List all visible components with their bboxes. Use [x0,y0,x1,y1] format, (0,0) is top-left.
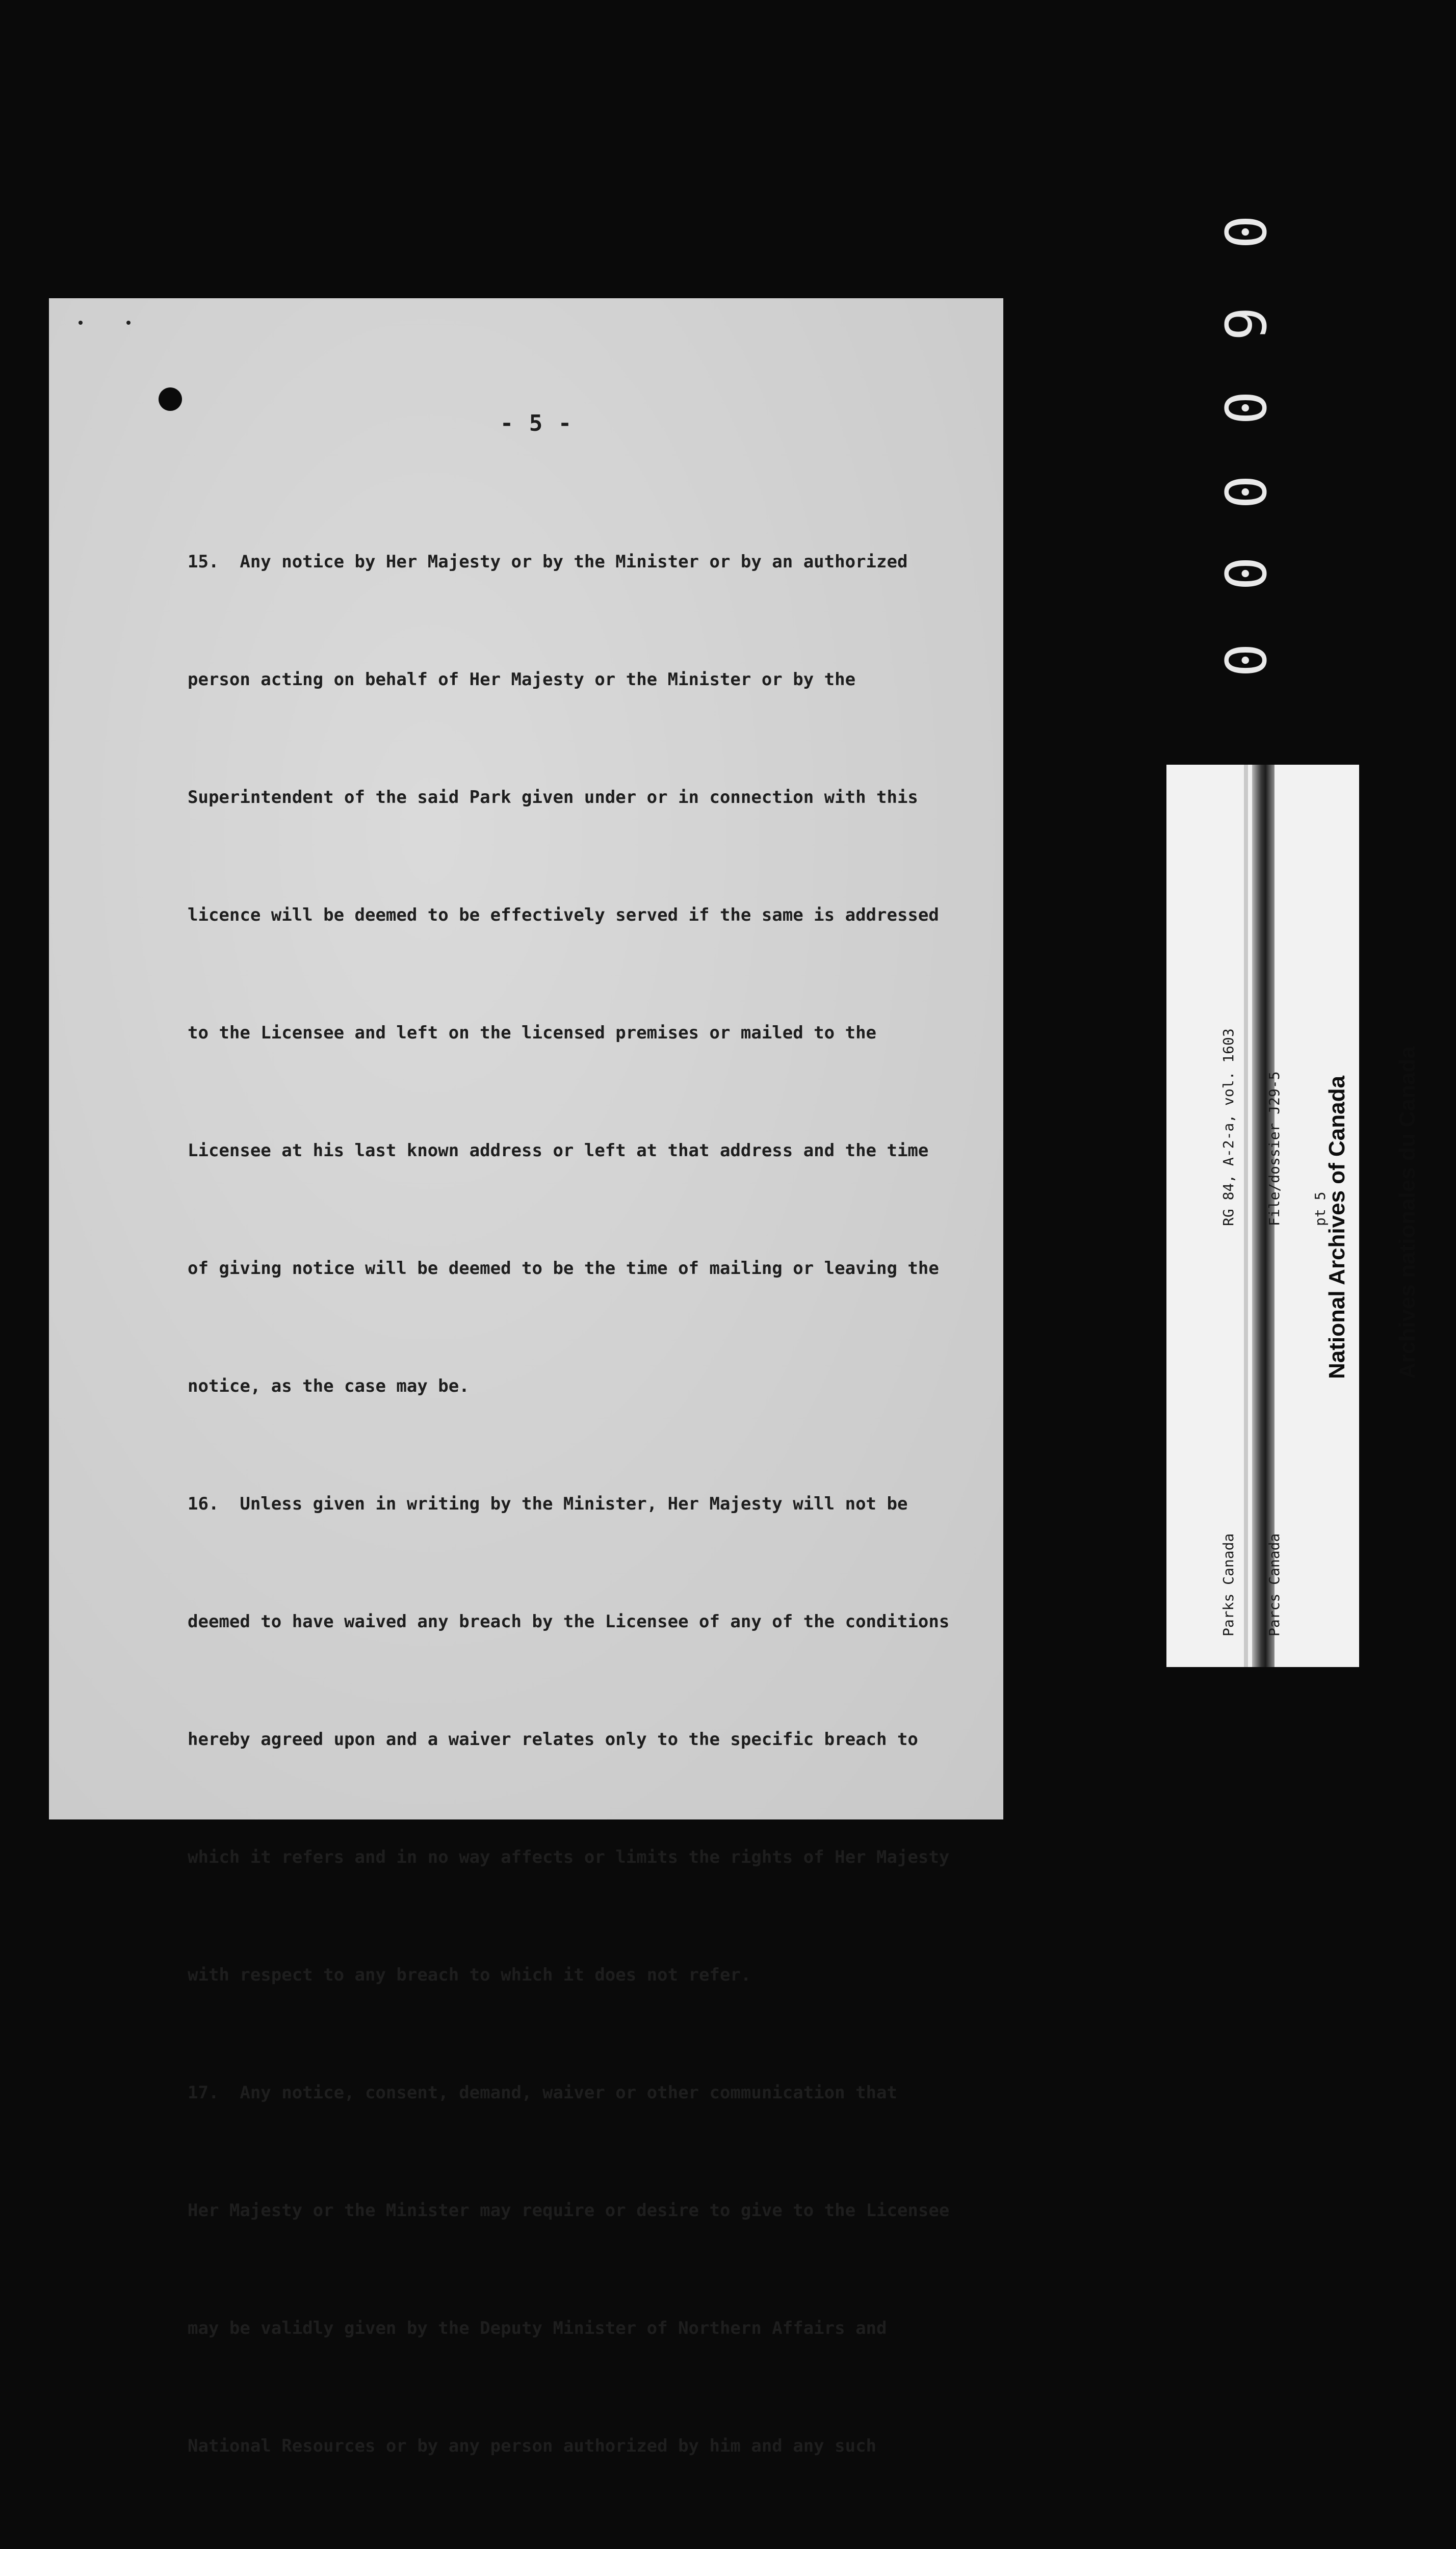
reference-line: pt 5 [1312,1191,1329,1226]
agency-label [1190,1533,1297,1636]
page-number: - 5 - [500,410,573,436]
text-line: may be validly given by the Deputy Minister of Northern Affairs and [188,2318,887,2338]
text-line: of giving notice will be deemed to be the time of mailing or leaving the [188,1258,939,1279]
text-line: licence will be deemed to be effectively served if the same is addressed [188,905,939,925]
text-line: with respect to any breach to which it does not refer. [188,1965,751,1985]
text-line: 17. Any notice, consent, demand, waiver or other communication that [188,2083,897,2103]
frame-digit: 0 [1214,215,1279,249]
text-line: 16. Unless given in writing by the Minister, Her Majesty will not be [188,1494,908,1514]
typed-body-text [188,464,975,2549]
document-page [49,298,1003,2456]
speck [126,321,131,325]
text-line [188,2544,975,2549]
frame-digit: 0 [1214,556,1279,591]
text-line: hereby agreed upon and a waiver relates only to the specific breach to [188,1729,918,1750]
text-line: to the Licensee and left on the licensed premises or mailed to the [188,1023,877,1043]
institution-line: Archives nationales du Canada [1395,1046,1420,1379]
agency-line: Parcs Canada [1266,1533,1283,1636]
text-line: person acting on behalf of Her Majesty or the Minister or by the [188,669,856,690]
speck [79,321,83,325]
frame-digit: 0 [1214,391,1279,425]
frame-digit: 0 [1214,643,1279,678]
text-line: which it refers and in no way affects or limits the rights of Her Majesty [188,1847,950,1867]
institution-line: National Archives of Canada [1324,1076,1349,1379]
text-line: deemed to have waived any breach by the Licensee of any of the conditions [188,1611,950,1632]
frame-digit: 0 [1214,475,1279,509]
institution-label [1279,1046,1443,1379]
agency-line: Parks Canada [1220,1533,1237,1636]
reference-line: File/dossier J29-5 [1266,1071,1283,1226]
text-line: notice, as the case may be. [188,1376,470,1396]
punch-hole [159,387,182,411]
frame-number [1214,204,1279,688]
frame-digit: 9 [1214,306,1279,341]
text-line: 15. Any notice by Her Majesty or by the Minister or by an authorized [188,552,908,572]
reference-line: RG 84, A-2-a, vol. 1603 [1220,1028,1237,1226]
text-line: National Resources or by any person authorized by him and any such [188,2436,877,2456]
text-line: Licensee at his last known address or left at that address and the time [188,1140,929,1161]
text-line: Superintendent of the said Park given under or in connection with this [188,787,918,808]
text-line: Her Majesty or the Minister may require or desire to give to the Licensee [188,2200,950,2221]
